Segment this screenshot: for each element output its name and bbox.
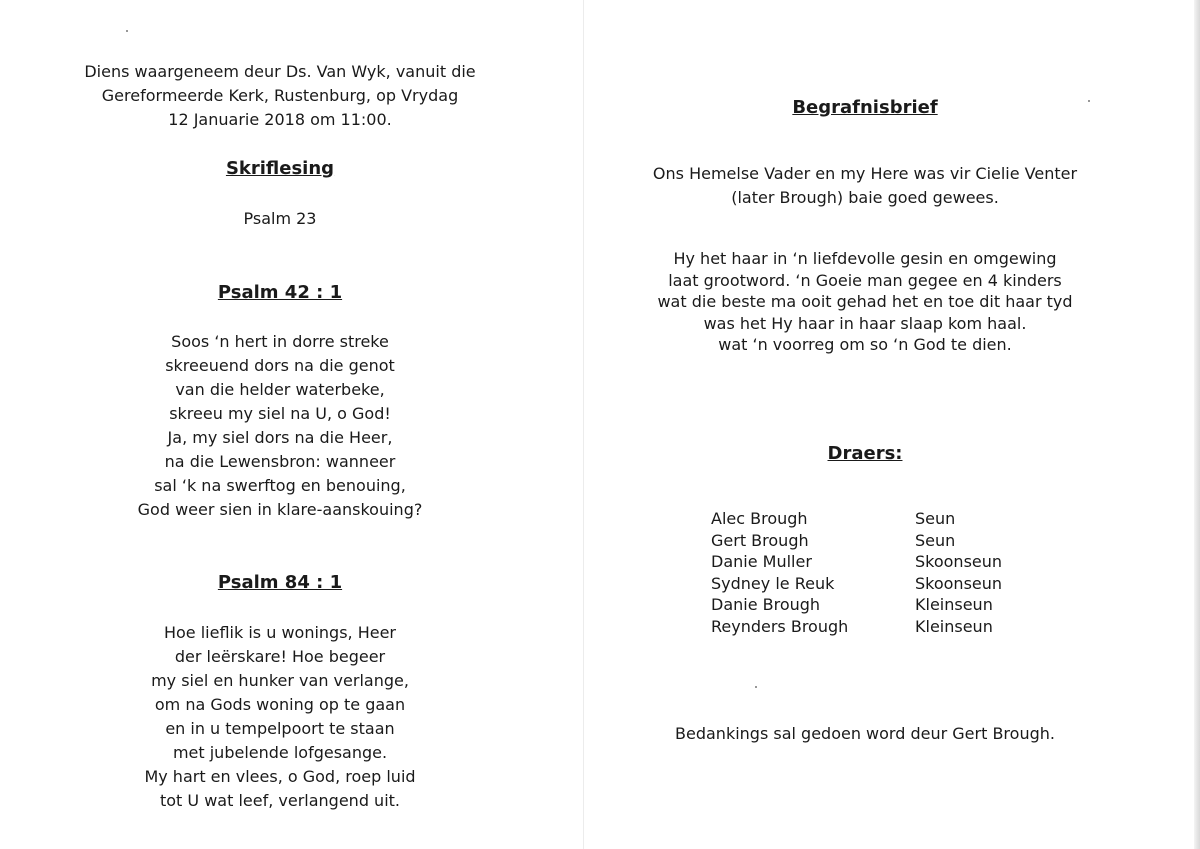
verse-line: skreeu my siel na U, o God!: [169, 404, 391, 423]
bearer-relation: Seun: [915, 530, 956, 550]
thanks-line: Bedankings sal gedoen word deur Gert Brough.: [675, 724, 1055, 743]
verse-line: skreeuend dors na die genot: [165, 356, 395, 375]
bearer-relation: Kleinseun: [915, 595, 993, 615]
thanks-note: [640, 722, 1090, 746]
right-page: [600, 0, 1200, 849]
bearer-name: Danie Muller: [711, 552, 812, 572]
letter-paragraph-1: [640, 162, 1090, 210]
bearer-name: Danie Brough: [711, 595, 821, 615]
verse-line: sal ‘k na swerftog en benouing,: [154, 476, 406, 495]
scripture-heading: Skriflesing: [225, 158, 335, 179]
bearer-name: Gert Brough: [711, 530, 809, 550]
bearer-name: Reynders Brough: [711, 616, 849, 636]
page-fold: [583, 0, 584, 849]
verse-line: der leërskare! Hoe begeer: [174, 647, 386, 666]
verse-line: tot U wat leef, verlangend uit.: [159, 791, 400, 810]
bearer-relation: Skoonseun: [915, 552, 1003, 572]
table-row: [711, 573, 1002, 595]
scripture-reference-text: Psalm 23: [243, 209, 317, 228]
verse-line: Hoe lieflik is u wonings, Heer: [163, 623, 396, 642]
paper-speck: [755, 686, 757, 688]
service-intro: [80, 60, 480, 132]
bearer-relation: Kleinseun: [915, 616, 993, 636]
service-intro-line: 12 Januarie 2018 om 11:00.: [168, 110, 392, 129]
table-row: [711, 530, 1002, 552]
psalm84-verse: [110, 621, 450, 813]
verse-line: My hart en vlees, o God, roep luid: [144, 767, 416, 786]
letter-line: Hy het haar in ‘n liefdevolle gesin en omgewing: [673, 249, 1057, 268]
bearers-heading: Draers:: [827, 443, 903, 464]
verse-line: my siel en hunker van verlange,: [151, 671, 409, 690]
psalm42-heading: Psalm 42 : 1: [217, 282, 343, 303]
verse-line: van die helder waterbeke,: [175, 380, 385, 399]
letter-line: Ons Hemelse Vader en my Here was vir Cielie Venter: [652, 164, 1078, 183]
letter-line: wat die beste ma ooit gehad het en toe dit haar tyd: [657, 292, 1073, 311]
paper-speck: [1088, 100, 1090, 102]
letter-heading: Begrafnisbrief: [792, 97, 938, 118]
letter-paragraph-2: [640, 248, 1090, 356]
bearer-relation: Seun: [915, 509, 956, 528]
verse-line: Soos ‘n hert in dorre streke: [171, 332, 389, 351]
bearer-relation: Skoonseun: [915, 573, 1003, 593]
verse-line: met jubelende lofgesange.: [172, 743, 388, 762]
service-intro-line: Gereformeerde Kerk, Rustenburg, op Vrydag: [101, 86, 459, 105]
table-row: [711, 551, 1002, 573]
psalm42-verse: [110, 330, 450, 522]
verse-line: en in u tempelpoort te staan: [165, 719, 395, 738]
scan-edge-shadow: [1194, 0, 1200, 849]
paper-speck: [126, 30, 128, 32]
letter-line: laat grootword. ‘n Goeie man gegee en 4 kinders: [668, 270, 1062, 290]
table-row: [711, 594, 1002, 616]
letter-line: wat ‘n voorreg om so ‘n God te dien.: [718, 335, 1012, 354]
table-row: [711, 508, 1002, 530]
service-intro-line: Diens waargeneem deur Ds. Van Wyk, vanuit die: [84, 62, 476, 81]
verse-line: na die Lewensbron: wanneer: [164, 452, 396, 471]
bearer-name: Alec Brough: [711, 509, 808, 528]
verse-line: God weer sien in klare-aanskouing?: [137, 500, 423, 519]
scripture-reference: [180, 207, 380, 231]
bearers-table: [711, 508, 1002, 638]
table-row: [711, 616, 1002, 638]
letter-line: was het Hy haar in haar slaap kom haal.: [703, 313, 1027, 333]
bearer-name: Sydney le Reuk: [711, 573, 835, 593]
verse-line: om na Gods woning op te gaan: [154, 695, 406, 714]
verse-line: Ja, my siel dors na die Heer,: [167, 428, 393, 447]
psalm84-heading: Psalm 84 : 1: [217, 572, 343, 593]
letter-line: (later Brough) baie goed gewees.: [731, 188, 999, 207]
